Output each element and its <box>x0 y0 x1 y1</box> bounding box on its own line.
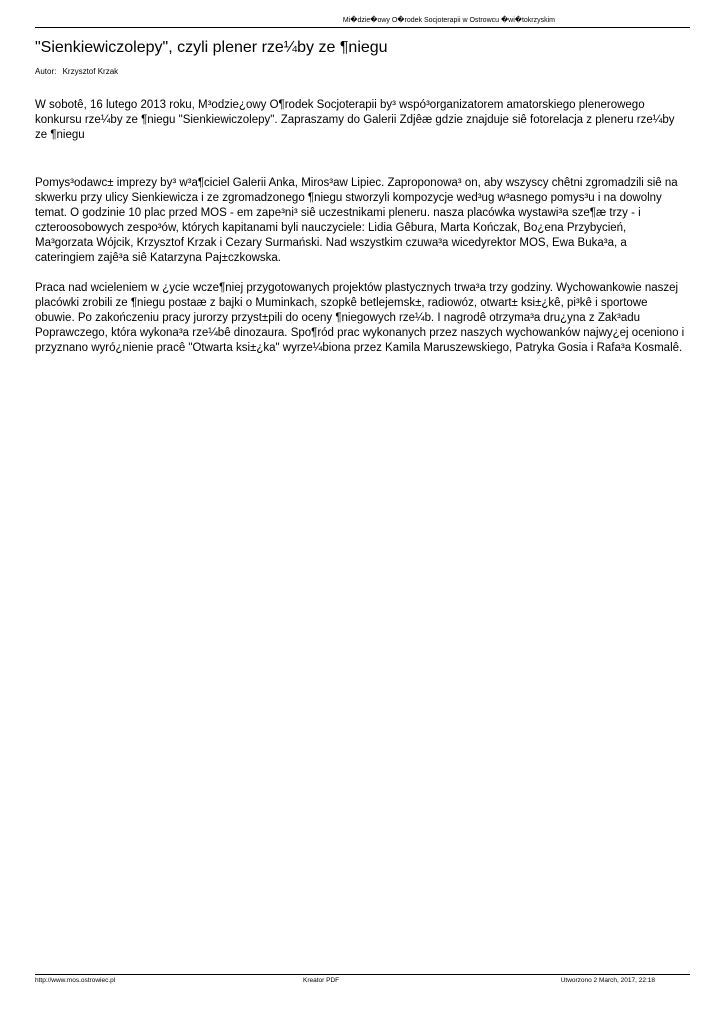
author-label: Autor: <box>35 67 57 76</box>
article-paragraph-results: Praca nad wcieleniem w ¿ycie wcze¶niej przygotowanych projektów plastycznych trwa³a trzy godziny. Wychowankowie naszej placówki zrobili ze ¶niegu postaæ z bajki o Muminkach, szopkê betlejemsk±, radiowóz, otwart± ksi±¿kê, pi³kê i sportowe obuwie. Po zakończeniu pracy jurorzy przyst±pili do oceny ¶niegowych rze¼b. I nagrodê otrzyma³a dru¿yna z Zak³adu Poprawczego, która wykona³a rze¼bê dinozaura. Spo¶ród prac wykonanych przez naszych wychowanków najwy¿ej oceniono i przyznano wyró¿nienie pracê "Otwarta ksi±¿ka" wyrze¼biona przez Kamila Maruszewskiego, Patryka Gosia i Rafa³a Kosmalê. <box>35 282 685 354</box>
footer-divider <box>35 974 690 975</box>
author-line <box>35 67 118 77</box>
article-body <box>35 98 685 356</box>
article-paragraph-organizers: Pomys³odawc± imprezy by³ w³a¶ciciel Galerii Anka, Miros³aw Lipiec. Zaproponowa³ on, aby wszyscy chêtni zgromadzili siê na skwerku przy ulicy Sienkiewicza i ze zgromadzonego ¶niegu stworzyli kompozycje wed³ug w³asnego pomys³u i na dowolny temat. O godzinie 10 plac przed MOS - em zape³ni³ siê uczestnikami pleneru. nasza placówka wystawi³a sze¶æ trzy - i czteroosobowych zespo³ów, których kapitanami byli nauczyciele: Lidia Gêbura, Marta Kończak, Bo¿ena Przybycień, Ma³gorzata Wójcik, Krzysztof Krzak i Cezary Surmański. Nad wszystkim czuwa³a wicedyrektor MOS, Ewa Buka³a, a cateringiem zajê³a siê Katarzyna Paj±czkowska. <box>35 177 678 264</box>
footer-created-date: Utworzono 2 March, 2017, 22:18 <box>560 977 655 984</box>
footer-site-link[interactable]: http://www.mos.ostrowiec.pl <box>35 977 116 984</box>
site-name: Mi�dzie�owy O�rodek Socjoterapii w Ostrowcu �wi�tokrzyskim <box>342 17 555 24</box>
page-header <box>0 16 555 25</box>
footer-generator: Kreator PDF <box>303 977 340 984</box>
article-paragraph-intro: W sobotê, 16 lutego 2013 roku, M³odzie¿owy O¶rodek Socjoterapii by³ wspó³organizatorem amatorskiego plenerowego konkursu rze¼by ze ¶niegu "Sienkiewiczolepy". Zapraszamy do Galerii Zdjêæ gdzie znajduje siê fotorelacja z pleneru rze¼by ze ¶niegu <box>35 99 675 141</box>
author-name: Krzysztof Krzak <box>62 67 119 76</box>
header-divider <box>35 27 690 28</box>
article-title: "Sienkiewiczolepy", czyli plener rze¼by ze ¶niegu <box>35 39 388 56</box>
